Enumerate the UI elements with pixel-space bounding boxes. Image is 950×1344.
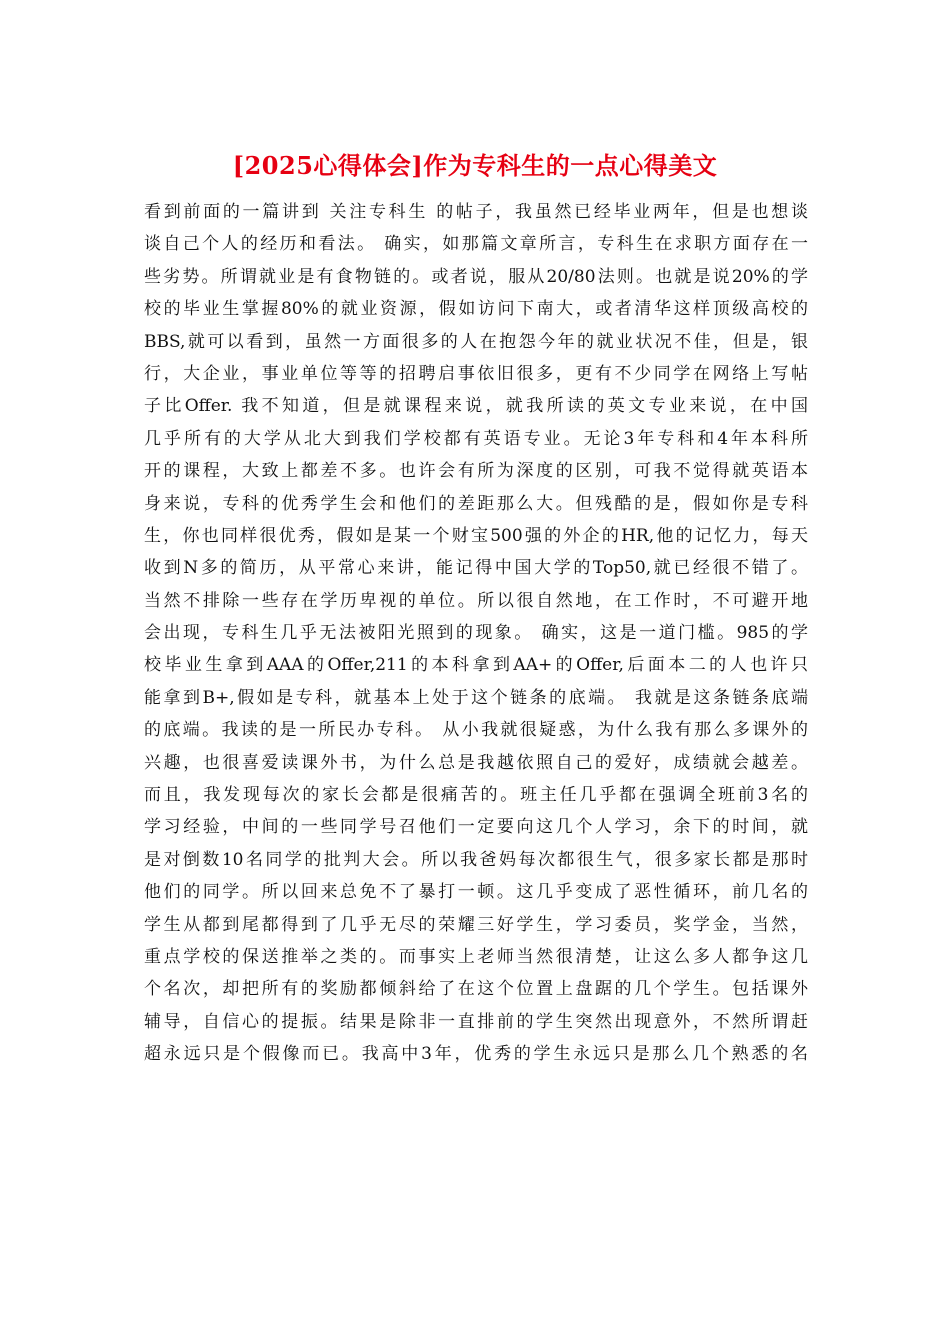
paragraph-line: 他们的同学。所以回来总免不了暴打一顿。这几乎变成了恶性循环，前几名的 [144, 882, 808, 903]
paragraph-line: 行，大企业，事业单位等等的招聘启事依旧很多，更有不少同学在网络上写帖 [144, 363, 808, 384]
paragraph-line: 辅导，自信心的提振。结果是除非一直排前的学生突然出现意外，不然所谓赶 [144, 1011, 808, 1032]
paragraph-line: 重点学校的保送推举之类的。而事实上老师当然很清楚，让这么多人都争这几 [144, 946, 808, 967]
paragraph-line: 子比Offer. 我不知道，但是就课程来说，就我所读的英文专业来说，在中国 [144, 396, 808, 417]
paragraph-line: 生，你也同样很优秀，假如是某一个财宝500强的外企的HR,他的记忆力，每天 [144, 525, 808, 546]
paragraph-line: 身来说，专科的优秀学生会和他们的差距那么大。但残酷的是，假如你是专科 [144, 493, 808, 514]
paragraph-line: 超永远只是个假像而已。我高中3年，优秀的学生永远只是那么几个熟悉的名 [144, 1044, 808, 1065]
article-body [144, 196, 808, 1071]
paragraph-line: 能拿到B+,假如是专科，就基本上处于这个链条的底端。 我就是这条链条底端 [144, 687, 808, 708]
paragraph-line: 学生从都到尾都得到了几乎无尽的荣耀三好学生，学习委员，奖学金，当然， [144, 914, 808, 935]
paragraph-line: 学习经验，中间的一些同学号召他们一定要向这几个人学习，余下的时间，就 [144, 817, 808, 838]
paragraph-line: BBS,就可以看到，虽然一方面很多的人在抱怨今年的就业状况不佳，但是，银 [144, 331, 808, 352]
paragraph-line: 当然不排除一些存在学历卑视的单位。所以很自然地，在工作时，不可避开地 [144, 590, 808, 611]
paragraph-line: 几乎所有的大学从北大到我们学校都有英语专业。无论3年专科和4年本科所 [144, 428, 808, 449]
paragraph-line: 谈自己个人的经历和看法。 确实，如那篇文章所言，专科生在求职方面存在一 [144, 234, 808, 255]
paragraph-line: 校毕业生拿到AAA的Offer,211的本科拿到AA+的Offer,后面本二的人也许只 [144, 655, 808, 676]
paragraph-line: 个名次，却把所有的奖励都倾斜给了在这个位置上盘踞的几个学生。包括课外 [144, 979, 808, 1000]
paragraph-line: 校的毕业生掌握80%的就业资源，假如访问下南大，或者清华这样顶级高校的 [144, 299, 808, 320]
paragraph-line: 会出现，专科生几乎无法被阳光照到的现象。 确实，这是一道门槛。985的学 [144, 623, 808, 644]
page-title: [2025心得体会]作为专科生的一点心得美文 [232, 151, 718, 180]
paragraph-line: 看到前面的一篇讲到 关注专科生 的帖子，我虽然已经毕业两年，但是也想谈 [144, 202, 808, 222]
paragraph-line: 而且，我发现每次的家长会都是很痛苦的。班主任几乎都在强调全班前3名的 [144, 785, 808, 806]
paragraph-line: 开的课程，大致上都差不多。也许会有所为深度的区别，可我不觉得就英语本 [144, 461, 808, 482]
paragraph-line: 是对倒数10名同学的批判大会。所以我爸妈每次都很生气，很多家长都是那时 [144, 849, 808, 870]
paragraph-line: 的底端。我读的是一所民办专科。 从小我就很疑惑，为什么我有那么多课外的 [144, 720, 808, 741]
paragraph-line: 兴趣，也很喜爱读课外书，为什么总是我越依照自己的爱好，成绩就会越差。 [144, 752, 808, 773]
paragraph-line: 收到N多的简历，从平常心来讲，能记得中国大学的Top50,就已经很不错了。 [144, 558, 808, 579]
paragraph-line: 些劣势。所谓就业是有食物链的。或者说，服从20/80法则。也就是说20%的学 [144, 266, 808, 287]
